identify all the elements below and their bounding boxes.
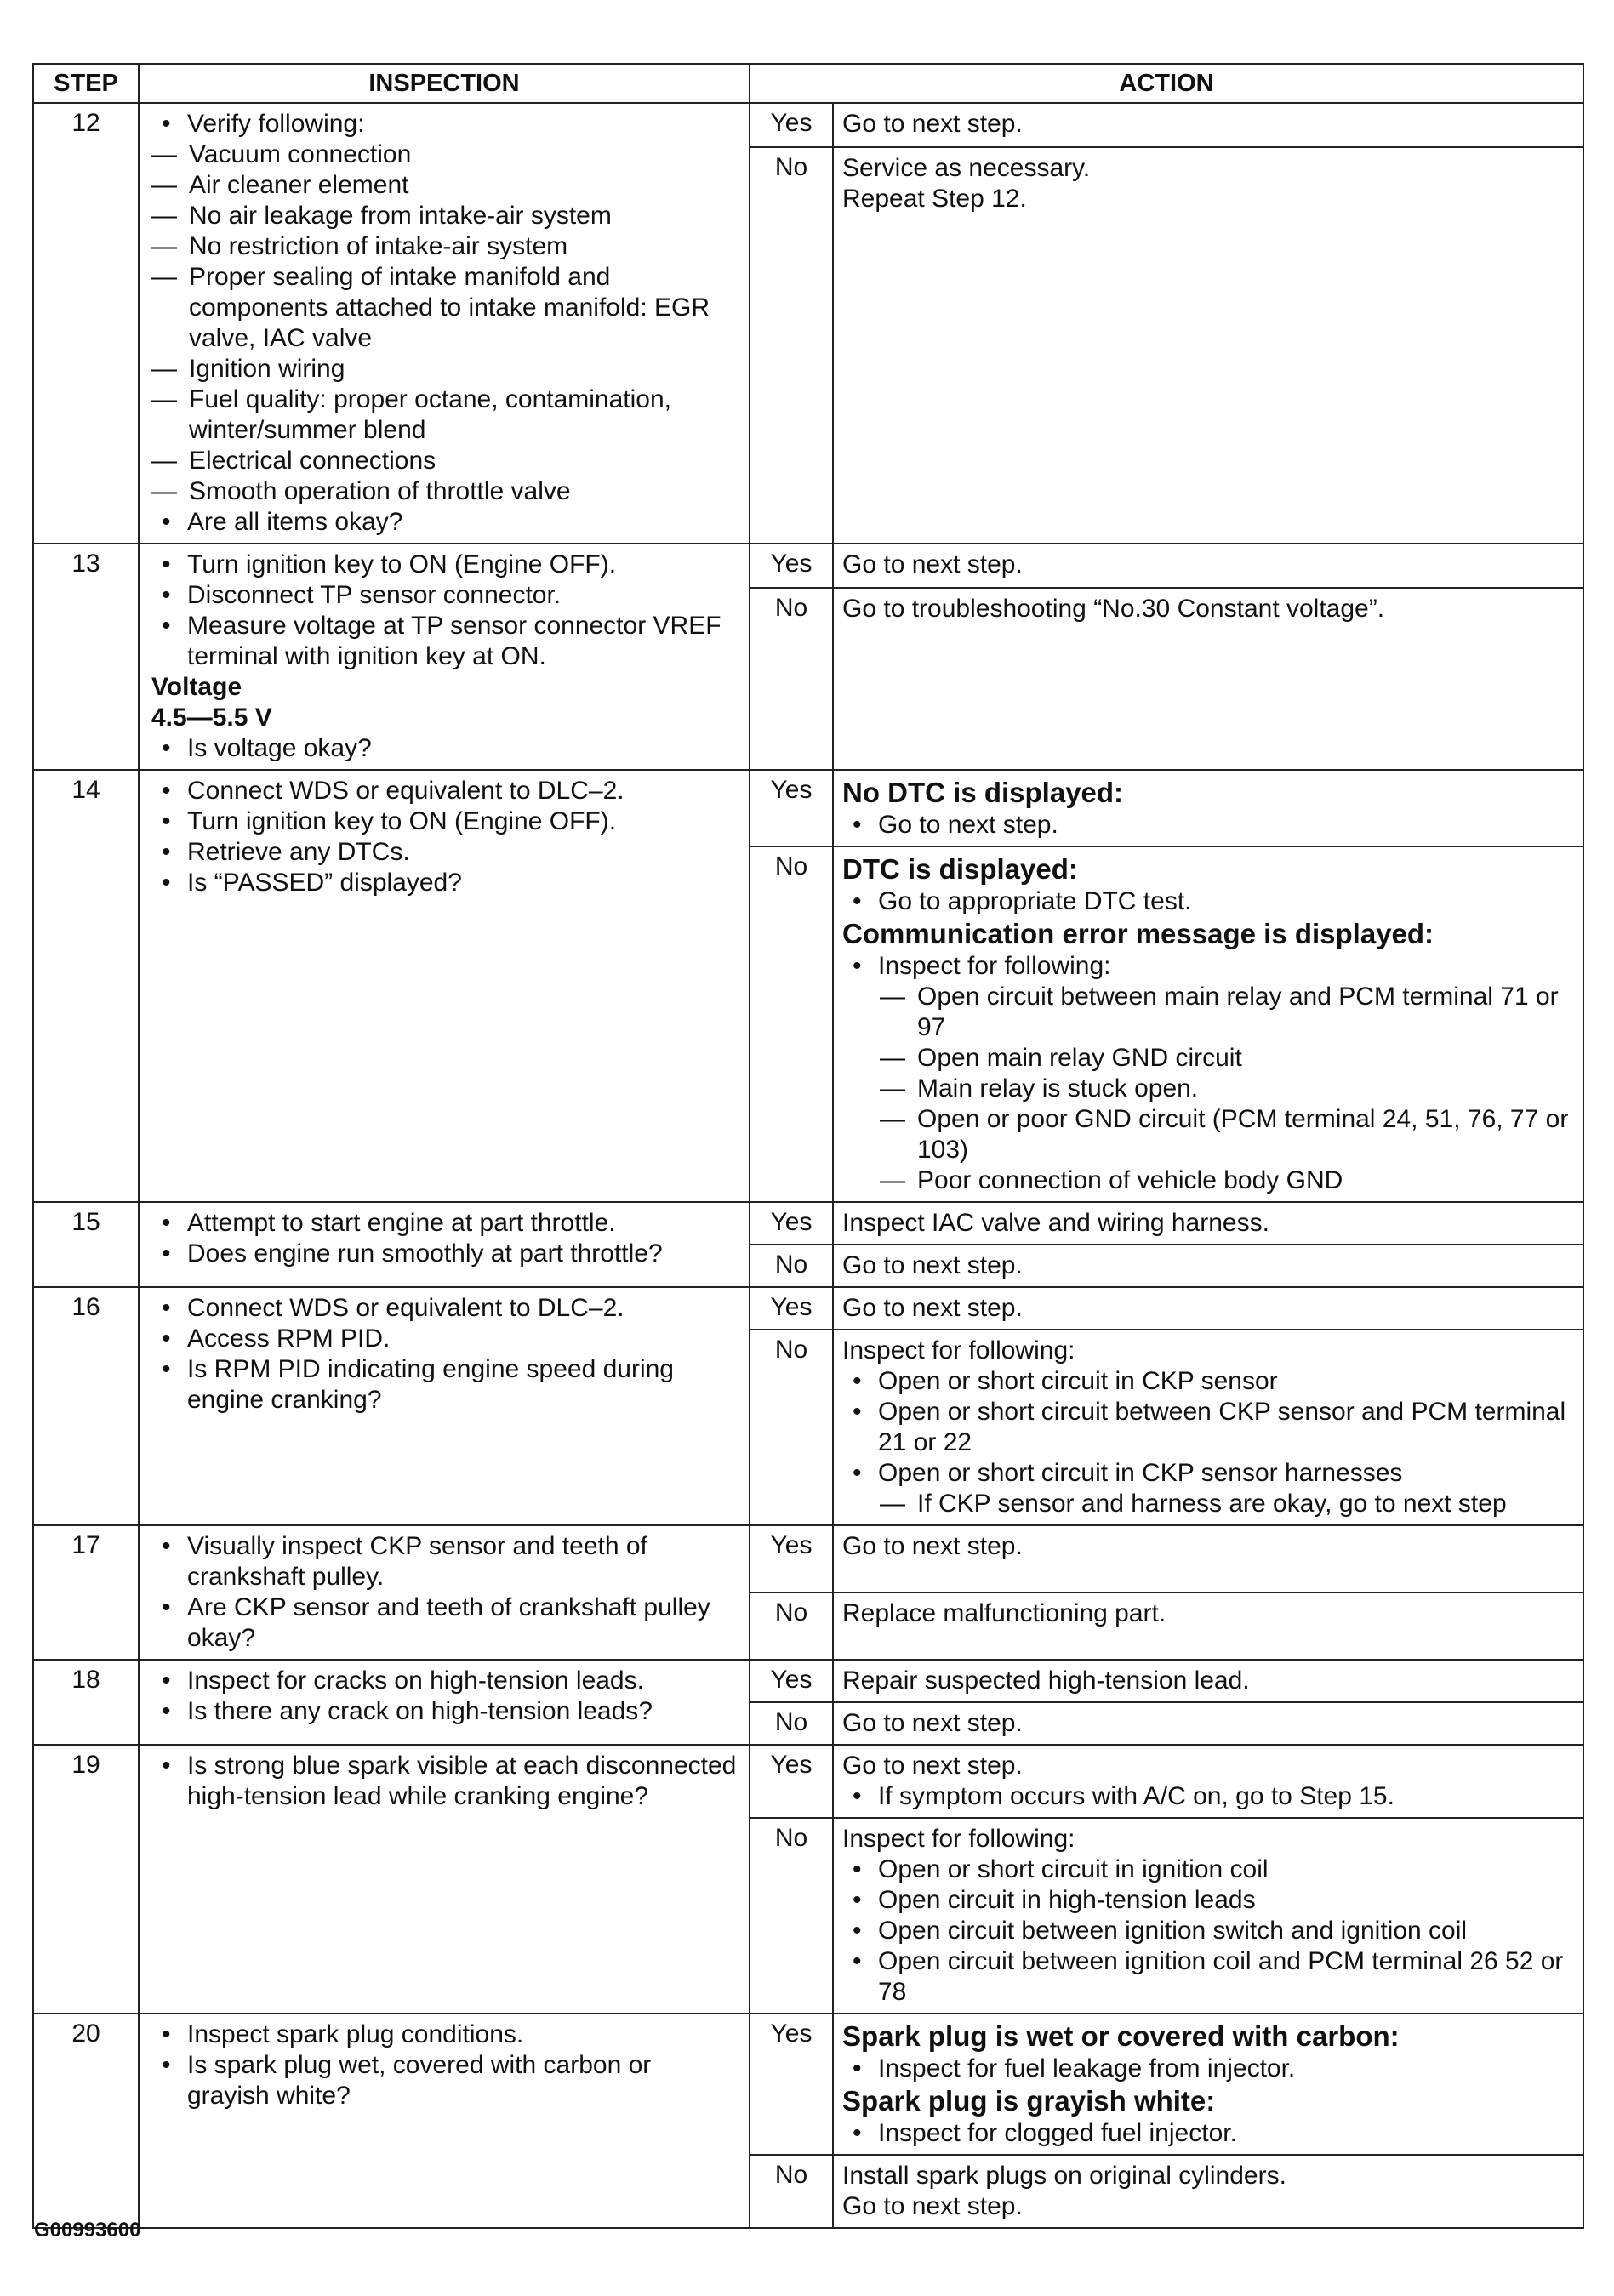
inspection-item: • Visually inspect CKP sensor and teeth of crankshaft pulley. [151, 1531, 737, 1592]
table-header-row [33, 64, 1583, 103]
no-label: No [750, 1592, 833, 1660]
step-number: 13 [33, 544, 139, 770]
inspection-cell [139, 1525, 750, 1660]
inspection-subitem: — No restriction of intake-air system [151, 231, 737, 262]
yes-label: Yes [750, 103, 833, 147]
inspection-cell [139, 1287, 750, 1525]
no-label: No [750, 1702, 833, 1745]
inspection-item: • Does engine run smoothly at part throttle? [151, 1239, 737, 1269]
action-item: • Open circuit between ignition switch and ignition coil [842, 1916, 1574, 1946]
inspection-subitem: — Smooth operation of throttle valve [151, 476, 737, 507]
action-heading: Spark plug is grayish white: [842, 2085, 1216, 2117]
inspection-cell [139, 1202, 750, 1287]
inspection-subitem: — Electrical connections [151, 446, 737, 476]
step-row-yes [33, 544, 1583, 588]
inspection-item: • Disconnect TP sensor connector. [151, 580, 737, 611]
action-subitem: — If CKP sensor and harness are okay, go to next step [880, 1489, 1574, 1519]
inspection-subitem: — Air cleaner element [151, 170, 737, 201]
inspection-item: • Attempt to start engine at part throttle. [151, 1208, 737, 1239]
inspection-cell [139, 1745, 750, 2014]
yes-action [833, 1745, 1583, 1818]
action-item: • Open circuit between ignition coil and PCM terminal 26 52 or 78 [842, 1946, 1574, 2008]
inspection-item: • Is RPM PID indicating engine speed during engine cranking? [151, 1354, 737, 1416]
inspection-cell [139, 1660, 750, 1745]
step-number: 19 [33, 1745, 139, 2014]
action-item: • Go to appropriate DTC test. [842, 886, 1574, 917]
yes-action: Go to next step. [833, 544, 1583, 588]
inspection-cell [139, 544, 750, 770]
no-label: No [750, 1818, 833, 2014]
no-label: No [750, 1330, 833, 1525]
action-item: • Go to next step. [842, 810, 1574, 840]
inspection-item: • Are all items okay? [151, 507, 737, 538]
yes-action [833, 770, 1583, 846]
inspection-item: • Are CKP sensor and teeth of crankshaft pulley okay? [151, 1592, 737, 1654]
action-item: • Open or short circuit in ignition coil [842, 1854, 1574, 1885]
inspection-item: • Connect WDS or equivalent to DLC–2. [151, 776, 737, 806]
inspection-item: • Is there any crack on high-tension leads? [151, 1696, 737, 1727]
inspection-item: • Connect WDS or equivalent to DLC–2. [151, 1293, 737, 1324]
inspection-item: • Measure voltage at TP sensor connector VREF terminal with ignition key at ON. [151, 611, 737, 672]
step-number: 14 [33, 770, 139, 1202]
figure-code: G00993600 [34, 2219, 141, 2242]
no-action [833, 1818, 1583, 2014]
action-item: • Open or short circuit in CKP sensor harnesses [842, 1458, 1574, 1489]
step-number: 17 [33, 1525, 139, 1660]
action-line: Install spark plugs on original cylinders. [842, 2162, 1286, 2190]
yes-label: Yes [750, 1287, 833, 1330]
step-row-yes [33, 770, 1583, 846]
inspection-item: • Is voltage okay? [151, 733, 737, 764]
no-label: No [750, 147, 833, 544]
no-action [833, 846, 1583, 1202]
inspection-subitem: — Vacuum connection [151, 140, 737, 170]
yes-label: Yes [750, 1525, 833, 1592]
action-line: Go to next step. [842, 2192, 1023, 2220]
inspection-item: • Access RPM PID. [151, 1324, 737, 1354]
header-action: ACTION [750, 64, 1583, 103]
header-inspection: INSPECTION [139, 64, 750, 103]
spec-value: 4.5—5.5 V [151, 704, 272, 732]
no-action: Go to troubleshooting “No.30 Constant voltage”. [833, 588, 1583, 770]
header-step: STEP [33, 64, 139, 103]
action-item: • Open circuit in high-tension leads [842, 1885, 1574, 1916]
inspection-cell [139, 770, 750, 1202]
action-item: • Inspect for clogged fuel injector. [842, 2118, 1574, 2149]
step-number: 16 [33, 1287, 139, 1525]
step-number: 15 [33, 1202, 139, 1287]
no-label: No [750, 2155, 833, 2228]
action-heading: DTC is displayed: [842, 853, 1078, 885]
action-subitem: — Open circuit between main relay and PCM terminal 71 or 97 [880, 982, 1574, 1043]
step-row-yes [33, 1660, 1583, 1702]
inspection-item: • Turn ignition key to ON (Engine OFF). [151, 806, 737, 837]
yes-action: Inspect IAC valve and wiring harness. [833, 1202, 1583, 1245]
inspection-cell [139, 2014, 750, 2228]
action-line: Service as necessary. [842, 154, 1091, 182]
no-action [833, 147, 1583, 544]
step-row-yes [33, 1525, 1583, 1592]
no-label: No [750, 588, 833, 770]
action-line: Inspect for following: [842, 1336, 1075, 1364]
no-action: Go to next step. [833, 1245, 1583, 1287]
action-subitem: — Open main relay GND circuit [880, 1043, 1574, 1074]
yes-action [833, 2014, 1583, 2155]
action-subitem: — Poor connection of vehicle body GND [880, 1165, 1574, 1196]
step-row-yes [33, 2014, 1583, 2155]
yes-label: Yes [750, 1202, 833, 1245]
yes-label: Yes [750, 770, 833, 846]
action-line: Repeat Step 12. [842, 185, 1027, 213]
step-number: 18 [33, 1660, 139, 1745]
step-row-yes [33, 1287, 1583, 1330]
inspection-item: • Turn ignition key to ON (Engine OFF). [151, 550, 737, 580]
inspection-cell [139, 103, 750, 544]
yes-label: Yes [750, 1660, 833, 1702]
action-subitem: — Main relay is stuck open. [880, 1074, 1574, 1104]
action-line: Inspect for following: [842, 1825, 1075, 1853]
step-number: 12 [33, 103, 139, 544]
action-subitem: — Open or poor GND circuit (PCM terminal 24, 51, 76, 77 or 103) [880, 1104, 1574, 1165]
step-row-yes [33, 1745, 1583, 1818]
no-action: Go to next step. [833, 1702, 1583, 1745]
inspection-item: • Retrieve any DTCs. [151, 837, 737, 868]
yes-label: Yes [750, 1745, 833, 1818]
action-item: • Inspect for following: [842, 951, 1574, 982]
no-action [833, 2155, 1583, 2228]
action-line: Go to next step. [842, 1752, 1023, 1780]
no-action: Replace malfunctioning part. [833, 1592, 1583, 1660]
inspection-subitem: — No air leakage from intake-air system [151, 201, 737, 231]
yes-action: Repair suspected high-tension lead. [833, 1660, 1583, 1702]
inspection-item: • Is strong blue spark visible at each disconnected high-tension lead while cranking engine? [151, 1751, 737, 1812]
spec-label: Voltage [151, 673, 242, 701]
inspection-item: • Inspect for cracks on high-tension leads. [151, 1666, 737, 1696]
step-row-yes [33, 103, 1583, 147]
action-item: • Open or short circuit between CKP sensor and PCM terminal 21 or 22 [842, 1397, 1574, 1458]
yes-action: Go to next step. [833, 1287, 1583, 1330]
step-row-yes [33, 1202, 1583, 1245]
action-heading: Communication error message is displayed: [842, 918, 1434, 949]
yes-action: Go to next step. [833, 1525, 1583, 1592]
yes-label: Yes [750, 544, 833, 588]
diagnostic-table [32, 63, 1583, 2229]
no-action [833, 1330, 1583, 1525]
inspection-subitem: — Fuel quality: proper octane, contamination, winter/summer blend [151, 385, 737, 446]
yes-action: Go to next step. [833, 103, 1583, 147]
yes-label: Yes [750, 2014, 833, 2155]
inspection-item: • Inspect spark plug conditions. [151, 2020, 737, 2050]
action-item: • If symptom occurs with A/C on, go to Step 15. [842, 1781, 1574, 1812]
action-heading: No DTC is displayed: [842, 777, 1124, 808]
action-heading: Spark plug is wet or covered with carbon: [842, 2020, 1400, 2052]
inspection-item: • Is spark plug wet, covered with carbon or grayish white? [151, 2050, 737, 2111]
no-label: No [750, 1245, 833, 1287]
step-number: 20 [33, 2014, 139, 2228]
inspection-subitem: — Proper sealing of intake manifold and components attached to intake manifold: EGR valve, IAC valve [151, 262, 737, 354]
no-label: No [750, 846, 833, 1202]
inspection-item: • Verify following: [151, 109, 737, 140]
inspection-subitem: — Ignition wiring [151, 354, 737, 385]
inspection-item: • Is “PASSED” displayed? [151, 868, 737, 898]
action-item: • Open or short circuit in CKP sensor [842, 1366, 1574, 1397]
action-item: • Inspect for fuel leakage from injector. [842, 2054, 1574, 2084]
